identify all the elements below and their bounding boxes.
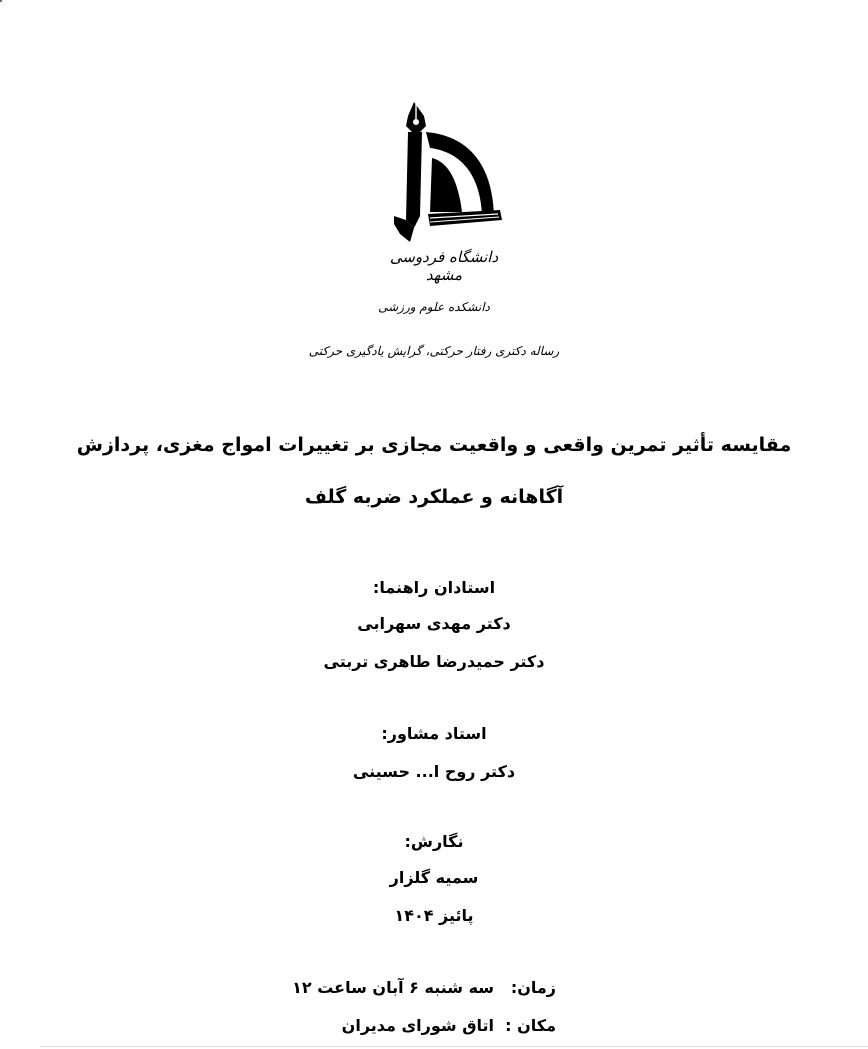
- session-time-value: سه شنبه ۶ آبان ساعت ۱۲: [292, 978, 494, 997]
- advisor-label: استاد مشاور:: [381, 724, 487, 743]
- date: پائیز ۱۴۰۴: [394, 906, 474, 925]
- university-name: دانشگاه فردوسی مشهد: [389, 248, 499, 284]
- session-place-row: [342, 1016, 556, 1035]
- supervisors-label: استادان راهنما:: [372, 578, 496, 597]
- corner-mark: [0, 0, 2, 2]
- session-time-row: [292, 978, 556, 997]
- page-bottom-rule: [40, 1046, 868, 1047]
- session-time-label: زمان:: [510, 978, 556, 997]
- thesis-title-line-1: مقایسه تأثیر تمرین واقعی و واقعیت مجازی بر تغییرات امواج مغزی، پردازش: [76, 434, 792, 456]
- thesis-title-line-2: آگاهانه و عملکرد ضربه گلف: [304, 486, 564, 508]
- thesis-type: رساله دکتری رفتار حرکتی، گرایش یادگیری حرکتی: [308, 344, 560, 358]
- advisor-name: دکتر روح ا... حسینی: [352, 762, 516, 781]
- author-name: سمیه گلزار: [389, 868, 479, 887]
- faculty-name: دانشکده علوم ورزشی: [378, 300, 490, 314]
- supervisor-name-2: دکتر حمیدرضا طاهری تربتی: [323, 652, 545, 671]
- session-place-label: مکان :: [505, 1016, 556, 1035]
- supervisor-name-1: دکتر مهدی سهرابی: [357, 614, 511, 633]
- author-label: نگارش:: [404, 832, 464, 851]
- session-place-value: اتاق شورای مدیران: [341, 1016, 494, 1035]
